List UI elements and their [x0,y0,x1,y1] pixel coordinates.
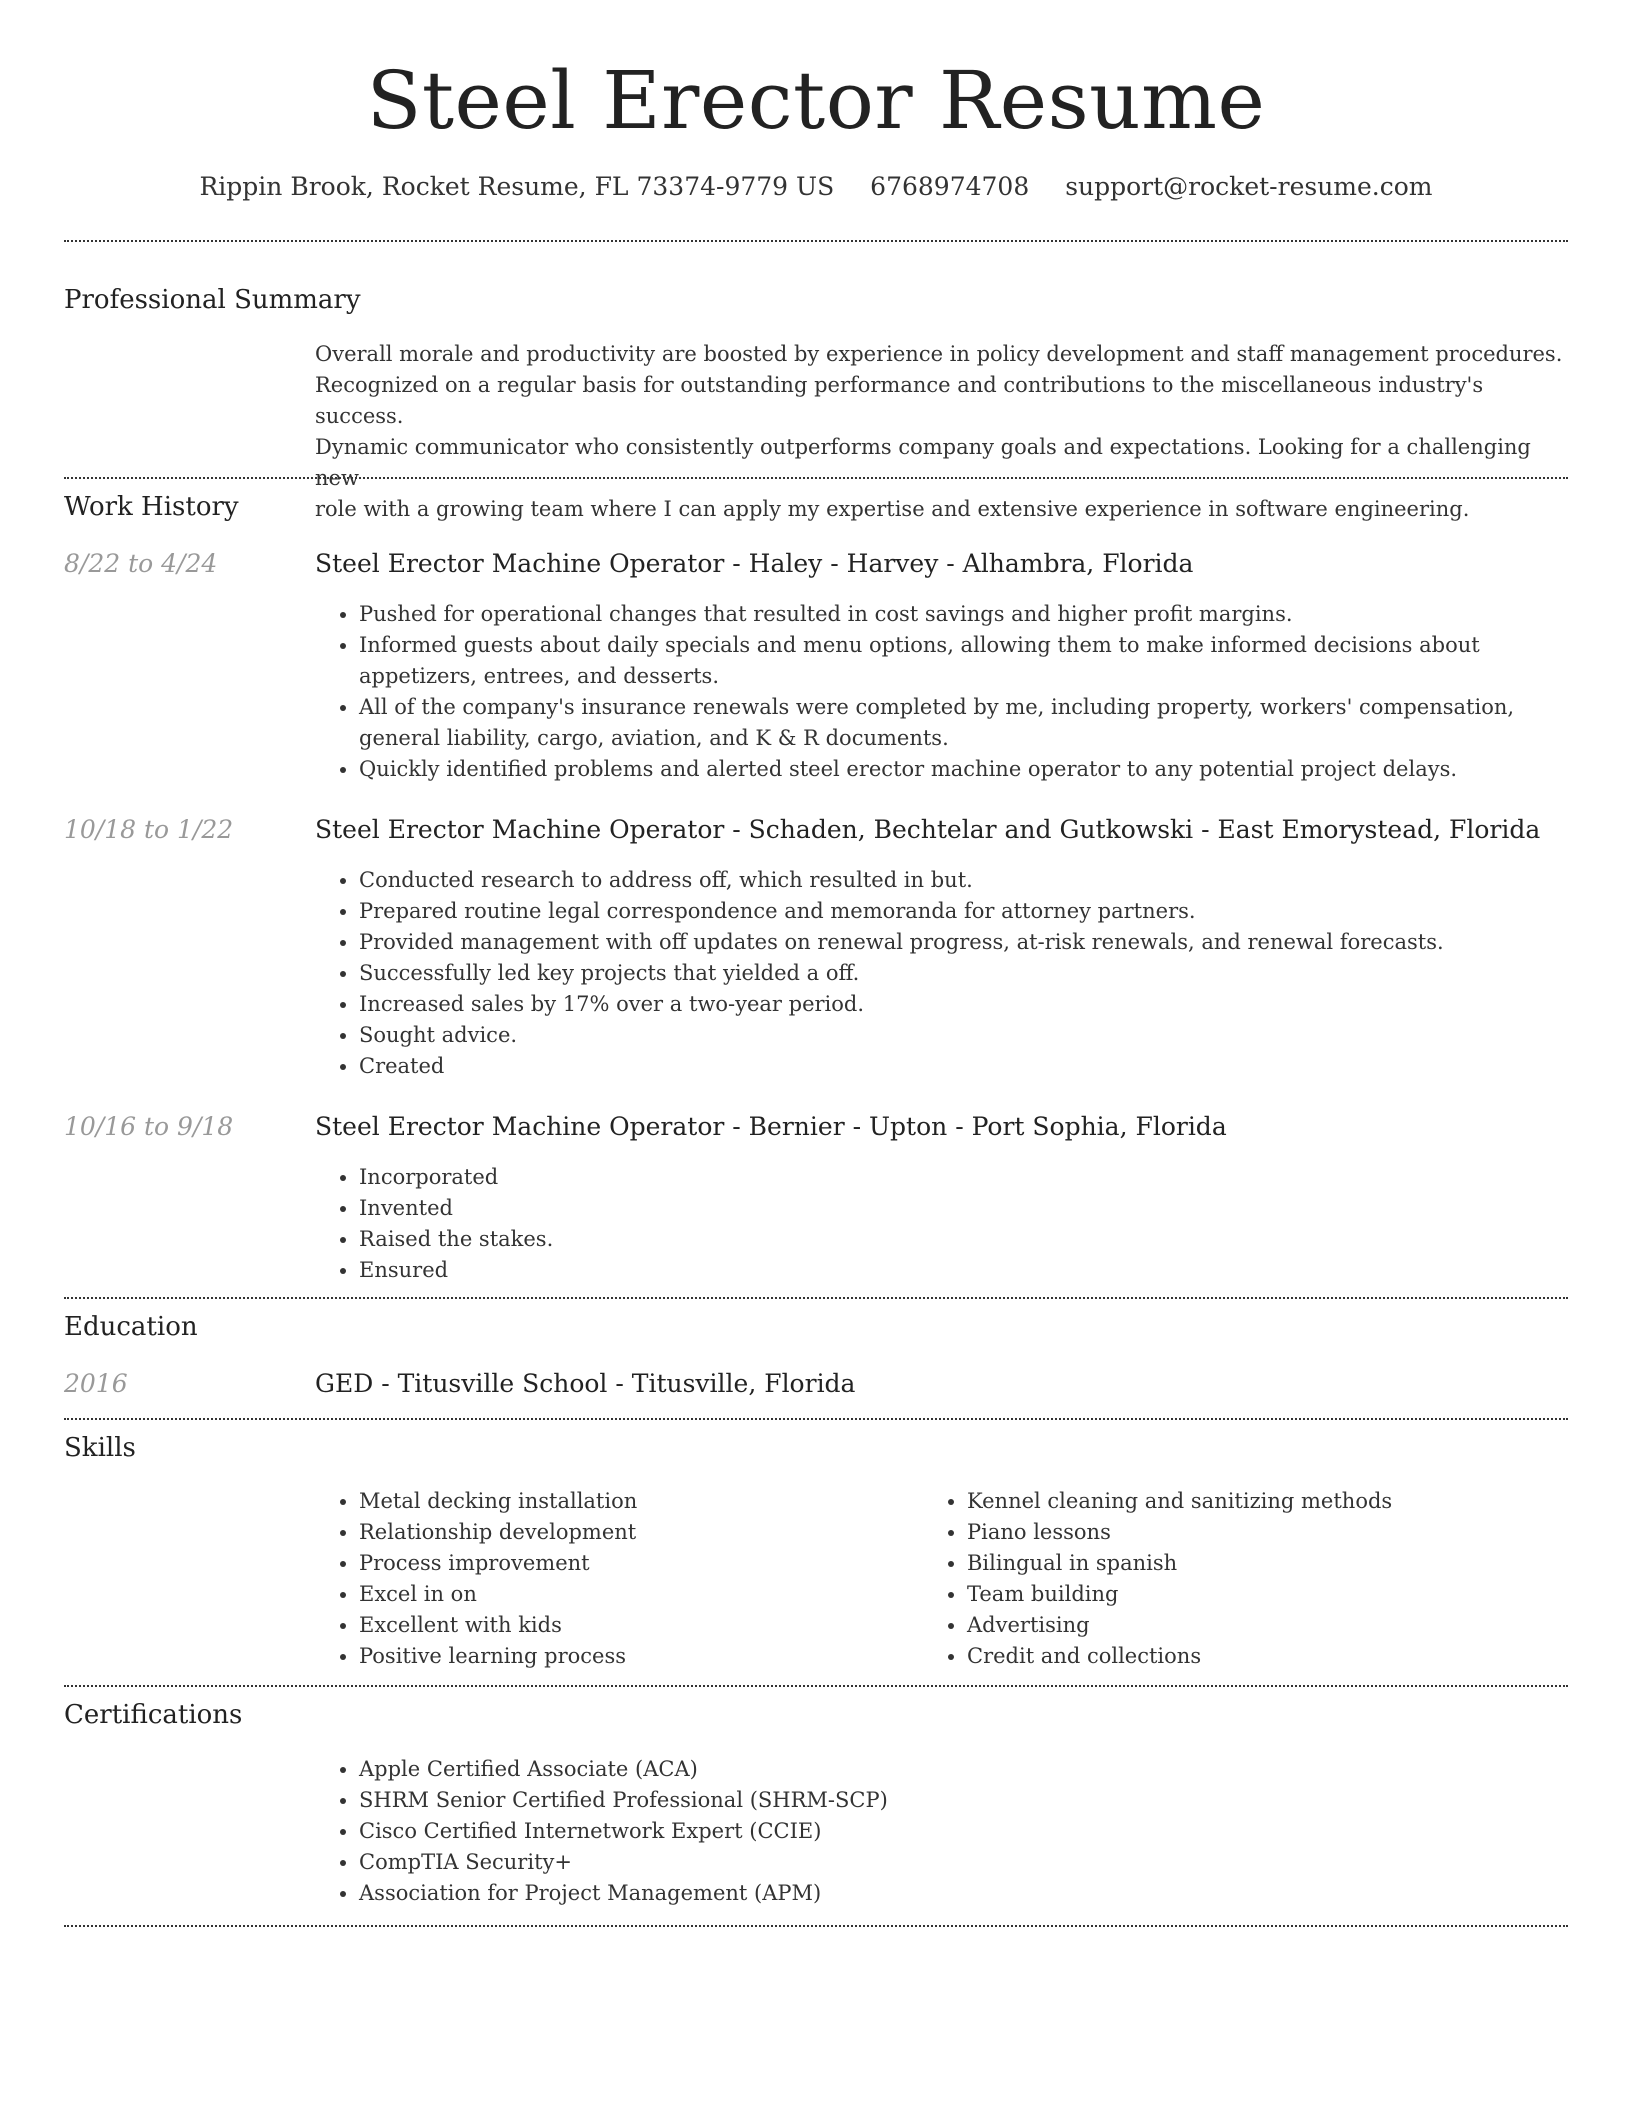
list-item: • Invented [359,1193,1565,1224]
contact-line [0,170,1632,204]
list-item: • Kennel cleaning and sanitizing methods [967,1486,1563,1517]
job-dates: 10/18 to 1/22 [64,815,234,844]
job-duties [315,599,1565,785]
list-item: • Successfully led key projects that yielded a off. [359,958,1565,989]
section-heading-work-history: Work History [64,492,239,522]
section-heading-education: Education [64,1312,198,1342]
list-item: • Pushed for operational changes that resulted in cost savings and higher profit margins. [359,599,1565,630]
section-heading-summary: Professional Summary [64,285,361,315]
list-item: • Credit and collections [967,1641,1563,1672]
list-item: • Conducted research to address off, which resulted in but. [359,865,1565,896]
list-item: • Sought advice. [359,1020,1565,1051]
list-item: • Metal decking installation [359,1486,915,1517]
list-item: • Provided management with off updates on renewal progress, at-risk renewals, and renewal forecasts. [359,927,1565,958]
list-item: • Raised the stakes. [359,1224,1565,1255]
list-item: • Cisco Certified Internetwork Expert (CCIE) [359,1816,1565,1847]
divider [64,1925,1568,1927]
list-item: • Incorporated [359,1162,1565,1193]
list-item: • All of the company's insurance renewals were completed by me, including property, workers' compensation, general liability, cargo, aviation, and K & R documents. [359,692,1565,754]
job-duties [315,1162,1565,1286]
resume-title: Steel Erector Resume [366,54,1266,147]
list-item: • Team building [967,1579,1563,1610]
contact-phone: 6768974708 [870,172,1030,201]
list-item: • CompTIA Security+ [359,1847,1565,1878]
list-item: • Excellent with kids [359,1610,915,1641]
section-heading-certifications: Certifications [64,1700,243,1730]
summary-line: Dynamic communicator who consistently outperforms company goals and expectations. Looking for a challenging new [315,435,1531,490]
list-item: • Created [359,1051,1565,1082]
list-item: • Association for Project Management (APM) [359,1878,1565,1909]
list-item: • Prepared routine legal correspondence and memoranda for attorney partners. [359,896,1565,927]
education-entry: GED - Titusville School - Titusville, Florida [315,1369,856,1398]
certifications-list [315,1754,1565,1909]
list-item: • Quickly identified problems and alerted steel erector machine operator to any potential project delays. [359,754,1565,785]
job-duties [315,865,1565,1082]
list-item: • Positive learning process [359,1641,915,1672]
contact-address: Rippin Brook, Rocket Resume, FL 73374-9779 US [199,172,835,201]
divider [64,1418,1568,1420]
job-title: Steel Erector Machine Operator - Haley - Harvey - Alhambra, Florida [315,549,1194,578]
list-item: • Apple Certified Associate (ACA) [359,1754,1565,1785]
list-item: • Advertising [967,1610,1563,1641]
job-title: Steel Erector Machine Operator - Schaden, Bechtelar and Gutkowski - East Emorystead, Florida [315,815,1541,844]
list-item: • SHRM Senior Certified Professional (SHRM-SCP) [359,1785,1565,1816]
list-item: • Relationship development [359,1517,915,1548]
job-dates: 8/22 to 4/24 [64,549,218,578]
summary-line: Overall morale and productivity are boosted by experience in policy development and staff management procedures. [315,342,1563,366]
list-item: • Bilingual in spanish [967,1548,1563,1579]
list-item: • Increased sales by 17% over a two-year period. [359,989,1565,1020]
contact-email: support@rocket-resume.com [1065,172,1433,201]
summary-text [315,339,1565,525]
skills-list-left [315,1486,915,1672]
job-title: Steel Erector Machine Operator - Bernier - Upton - Port Sophia, Florida [315,1112,1227,1141]
list-item: • Informed guests about daily specials and menu options, allowing them to make informed decisions about appetizers, entrees, and desserts. [359,630,1565,692]
list-item: • Ensured [359,1255,1565,1286]
summary-line: Recognized on a regular basis for outstanding performance and contributions to the miscellaneous industry's success. [315,373,1484,428]
list-item: • Process improvement [359,1548,915,1579]
education-date: 2016 [64,1369,128,1398]
section-heading-skills: Skills [64,1433,136,1463]
job-dates: 10/16 to 9/18 [64,1112,234,1141]
divider [64,1297,1568,1299]
divider [64,477,1568,479]
skills-list-right [923,1486,1563,1672]
list-item: • Piano lessons [967,1517,1563,1548]
summary-line: role with a growing team where I can apply my expertise and extensive experience in software engineering. [315,497,1470,521]
divider [64,1685,1568,1687]
divider [64,240,1568,242]
list-item: • Excel in on [359,1579,915,1610]
